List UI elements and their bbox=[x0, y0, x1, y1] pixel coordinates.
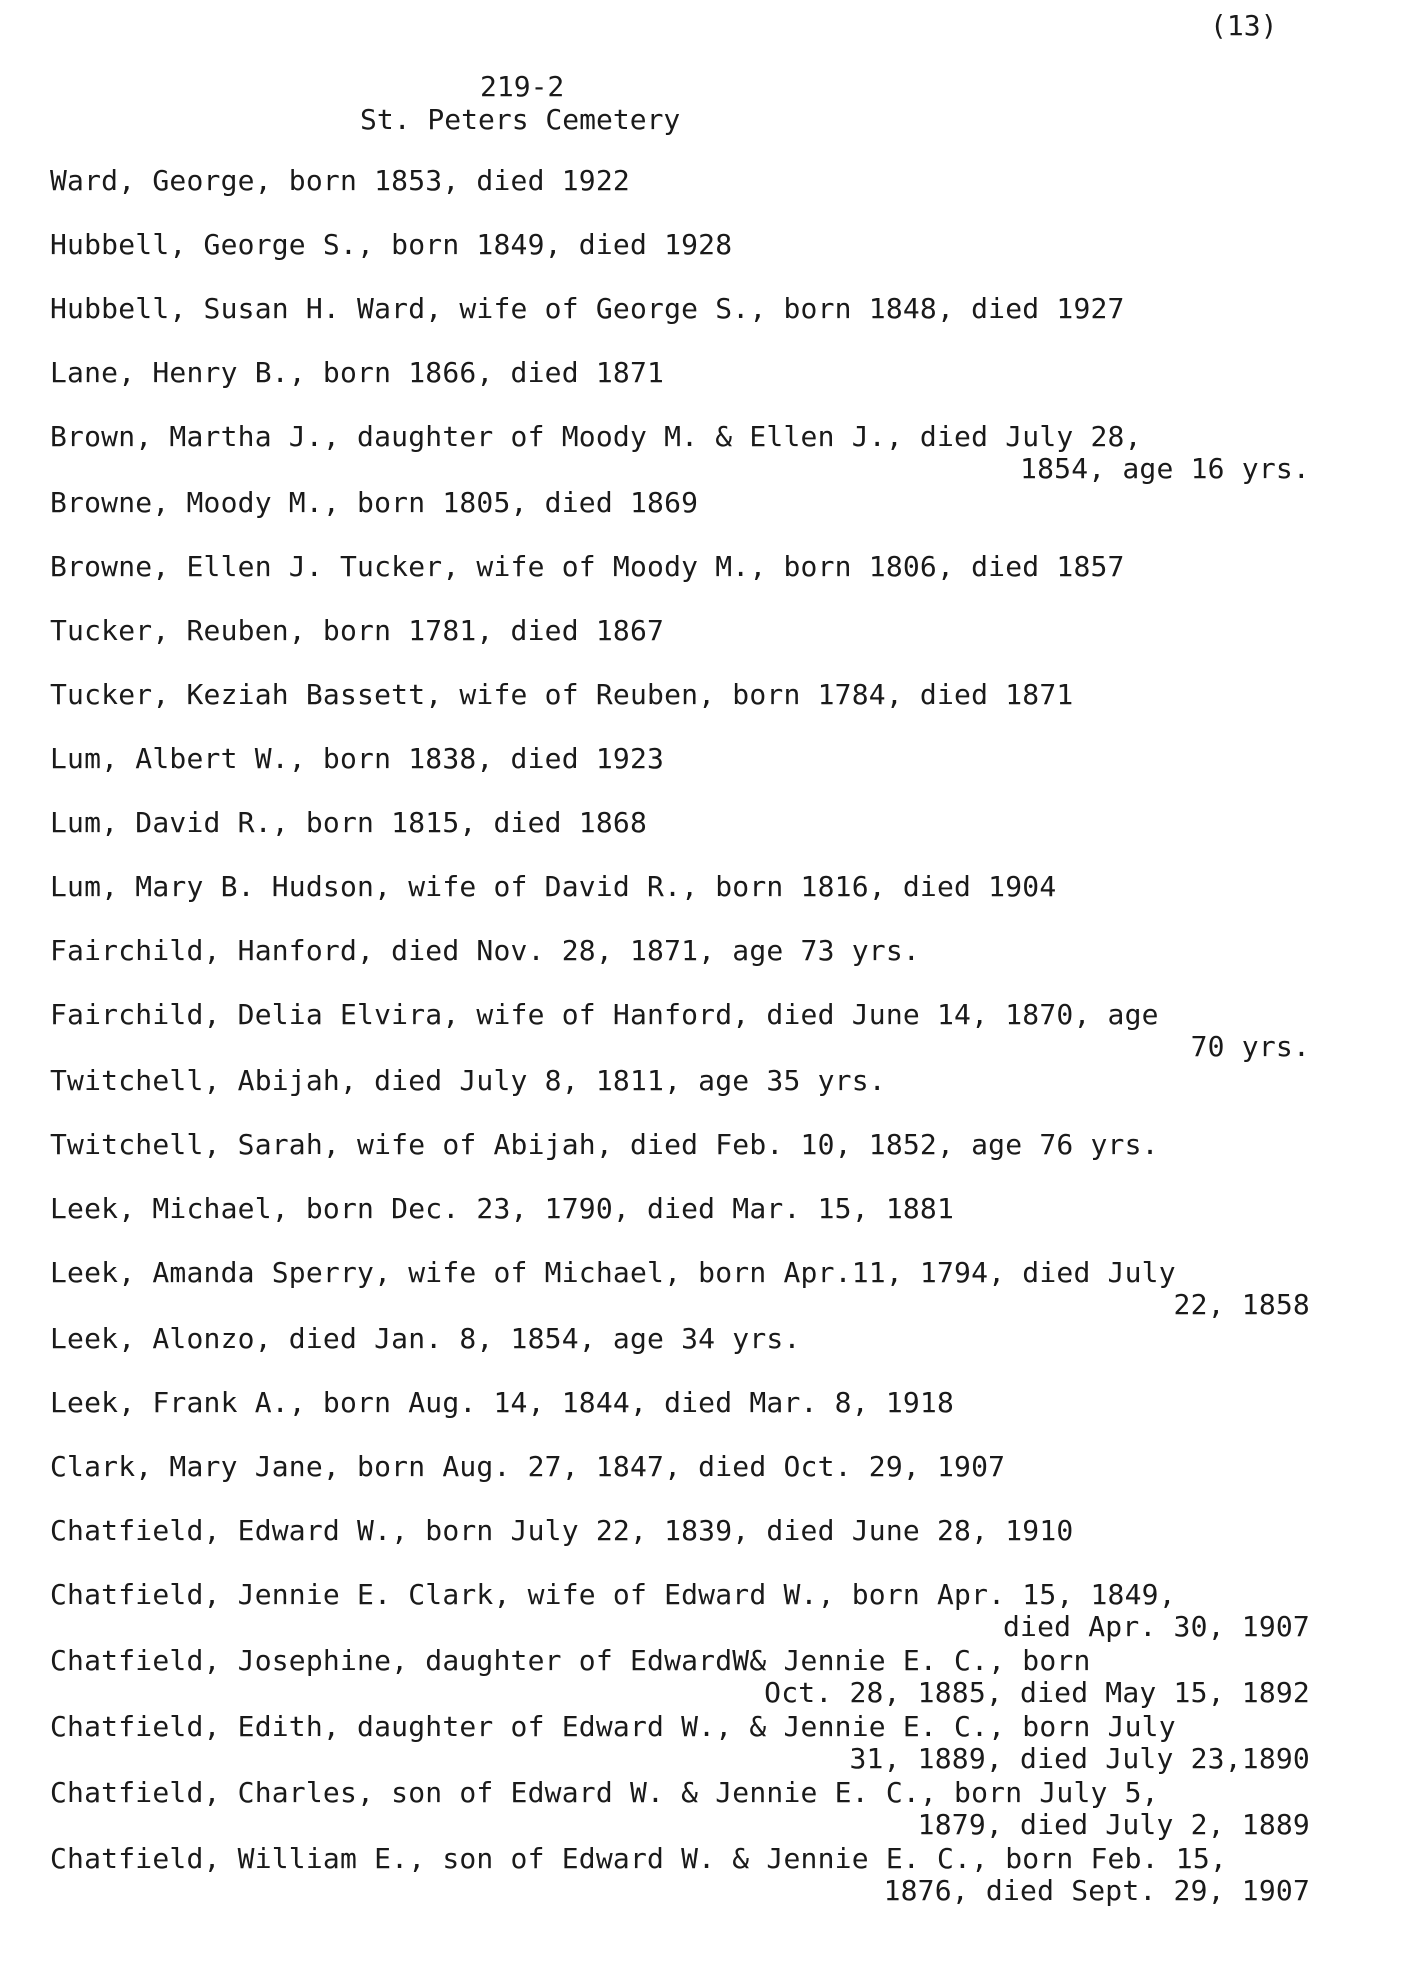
entry-continuation: 1879, died July 2, 1889 bbox=[917, 1808, 1310, 1841]
entry-text: Leek, Frank A., born Aug. 14, 1844, died Mar. 8, 1918 bbox=[50, 1386, 955, 1419]
entry-text: Leek, Amanda Sperry, wife of Michael, born Apr.11, 1794, died July bbox=[50, 1256, 1176, 1289]
entry-text: Chatfield, Edward W., born July 22, 1839, died June 28, 1910 bbox=[50, 1514, 1074, 1547]
cemetery-name: St. Peters Cemetery bbox=[360, 103, 681, 136]
entry-continuation: 70 yrs. bbox=[1190, 1030, 1310, 1063]
burial-entry bbox=[50, 1579, 1390, 1643]
entry-text: Chatfield, Edith, daughter of Edward W., & Jennie E. C., born July bbox=[50, 1710, 1176, 1743]
record-code: 219-2 bbox=[480, 70, 565, 103]
entry-continuation: 31, 1889, died July 23,1890 bbox=[849, 1742, 1310, 1775]
burial-entry bbox=[50, 743, 1390, 775]
burial-entry bbox=[50, 293, 1390, 325]
entry-text: Tucker, Reuben, born 1781, died 1867 bbox=[50, 614, 665, 647]
burial-entry bbox=[50, 1129, 1390, 1161]
burial-entry bbox=[50, 679, 1390, 711]
burial-entry bbox=[50, 165, 1390, 197]
burial-entry bbox=[50, 1777, 1390, 1841]
entry-text: Chatfield, Jennie E. Clark, wife of Edward W., born Apr. 15, 1849, bbox=[50, 1578, 1176, 1611]
burial-entry bbox=[50, 935, 1390, 967]
entry-text: Browne, Moody M., born 1805, died 1869 bbox=[50, 486, 699, 519]
burial-entry bbox=[50, 871, 1390, 903]
entry-text: Twitchell, Sarah, wife of Abijah, died Feb. 10, 1852, age 76 yrs. bbox=[50, 1128, 1159, 1161]
entry-text: Lane, Henry B., born 1866, died 1871 bbox=[50, 356, 665, 389]
entry-text: Ward, George, born 1853, died 1922 bbox=[50, 164, 630, 197]
entry-text: Leek, Alonzo, died Jan. 8, 1854, age 34 yrs. bbox=[50, 1322, 801, 1355]
burial-entry bbox=[50, 229, 1390, 261]
entry-text: Brown, Martha J., daughter of Moody M. & Ellen J., died July 28, bbox=[50, 420, 1142, 453]
entry-text: Twitchell, Abijah, died July 8, 1811, age 35 yrs. bbox=[50, 1064, 886, 1097]
burial-entry bbox=[50, 615, 1390, 647]
entry-continuation: Oct. 28, 1885, died May 15, 1892 bbox=[764, 1676, 1310, 1709]
burial-entry bbox=[50, 999, 1390, 1063]
entry-text: Tucker, Keziah Bassett, wife of Reuben, born 1784, died 1871 bbox=[50, 678, 1074, 711]
entry-continuation: 1876, died Sept. 29, 1907 bbox=[883, 1874, 1310, 1907]
burial-entry bbox=[50, 1065, 1390, 1097]
entry-text: Lum, Mary B. Hudson, wife of David R., born 1816, died 1904 bbox=[50, 870, 1057, 903]
burial-entry bbox=[50, 1711, 1390, 1775]
entry-text: Clark, Mary Jane, born Aug. 27, 1847, died Oct. 29, 1907 bbox=[50, 1450, 1006, 1483]
entry-text: Lum, David R., born 1815, died 1868 bbox=[50, 806, 648, 839]
entry-text: Lum, Albert W., born 1838, died 1923 bbox=[50, 742, 665, 775]
entry-text: Chatfield, Josephine, daughter of EdwardW& Jennie E. C., born bbox=[50, 1644, 1091, 1677]
burial-entry bbox=[50, 1257, 1390, 1321]
entry-continuation: 1854, age 16 yrs. bbox=[1020, 452, 1310, 485]
entry-text: Chatfield, William E., son of Edward W. & Jennie E. C., born Feb. 15, bbox=[50, 1842, 1227, 1875]
burial-entry bbox=[50, 1451, 1390, 1483]
burial-entry bbox=[50, 357, 1390, 389]
page-number: (13) bbox=[1210, 9, 1278, 42]
burial-entry bbox=[50, 487, 1390, 519]
burial-entry bbox=[50, 1645, 1390, 1709]
burial-entry bbox=[50, 1193, 1390, 1225]
burial-entry bbox=[50, 551, 1390, 583]
burial-entry bbox=[50, 1515, 1390, 1547]
burial-entry bbox=[50, 1843, 1390, 1907]
burial-entry bbox=[50, 807, 1390, 839]
entry-text: Leek, Michael, born Dec. 23, 1790, died Mar. 15, 1881 bbox=[50, 1192, 955, 1225]
entry-text: Chatfield, Charles, son of Edward W. & Jennie E. C., born July 5, bbox=[50, 1776, 1159, 1809]
entry-text: Hubbell, George S., born 1849, died 1928 bbox=[50, 228, 733, 261]
entry-text: Fairchild, Hanford, died Nov. 28, 1871, age 73 yrs. bbox=[50, 934, 920, 967]
burial-entries-list bbox=[50, 165, 1390, 1909]
burial-entry bbox=[50, 1323, 1390, 1355]
burial-entry bbox=[50, 1387, 1390, 1419]
entry-text: Fairchild, Delia Elvira, wife of Hanford, died June 14, 1870, age bbox=[50, 998, 1159, 1031]
entry-continuation: 22, 1858 bbox=[1173, 1288, 1310, 1321]
entry-continuation: died Apr. 30, 1907 bbox=[1002, 1610, 1310, 1643]
entry-text: Hubbell, Susan H. Ward, wife of George S., born 1848, died 1927 bbox=[50, 292, 1125, 325]
entry-text: Browne, Ellen J. Tucker, wife of Moody M., born 1806, died 1857 bbox=[50, 550, 1125, 583]
burial-entry bbox=[50, 421, 1390, 485]
